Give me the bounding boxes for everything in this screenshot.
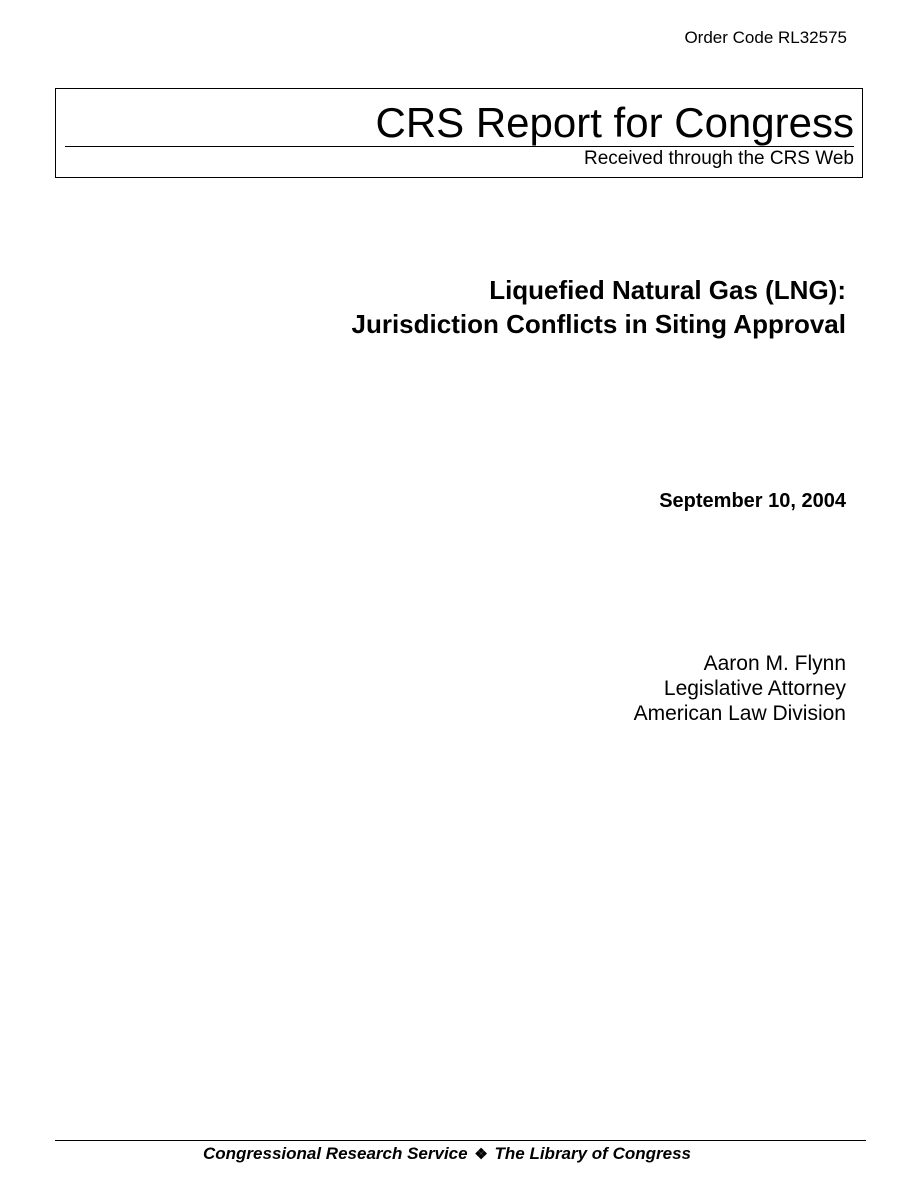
- author-division: American Law Division: [633, 702, 846, 725]
- report-title: [351, 273, 846, 341]
- report-title-line-1: Liquefied Natural Gas (LNG):: [489, 275, 846, 305]
- footer-library: The Library of Congress: [494, 1144, 691, 1163]
- order-code: Order Code RL32575: [684, 28, 847, 47]
- header-title: CRS Report for Congress: [375, 99, 854, 146]
- author-position: Legislative Attorney: [663, 677, 846, 700]
- report-title-line-2: Jurisdiction Conflicts in Siting Approval: [351, 309, 846, 339]
- report-header-box: [55, 88, 863, 178]
- author-block: [634, 651, 846, 726]
- footer-organization: Congressional Research Service: [203, 1144, 468, 1163]
- author-name: Aaron M. Flynn: [703, 652, 846, 675]
- footer: [203, 1143, 691, 1166]
- header-subtitle: Received through the CRS Web: [583, 148, 854, 169]
- header-divider: [65, 146, 854, 147]
- report-date: September 10, 2004: [659, 490, 846, 512]
- footer-divider: [55, 1140, 866, 1141]
- diamond-ornament-icon: ❖: [474, 1146, 488, 1163]
